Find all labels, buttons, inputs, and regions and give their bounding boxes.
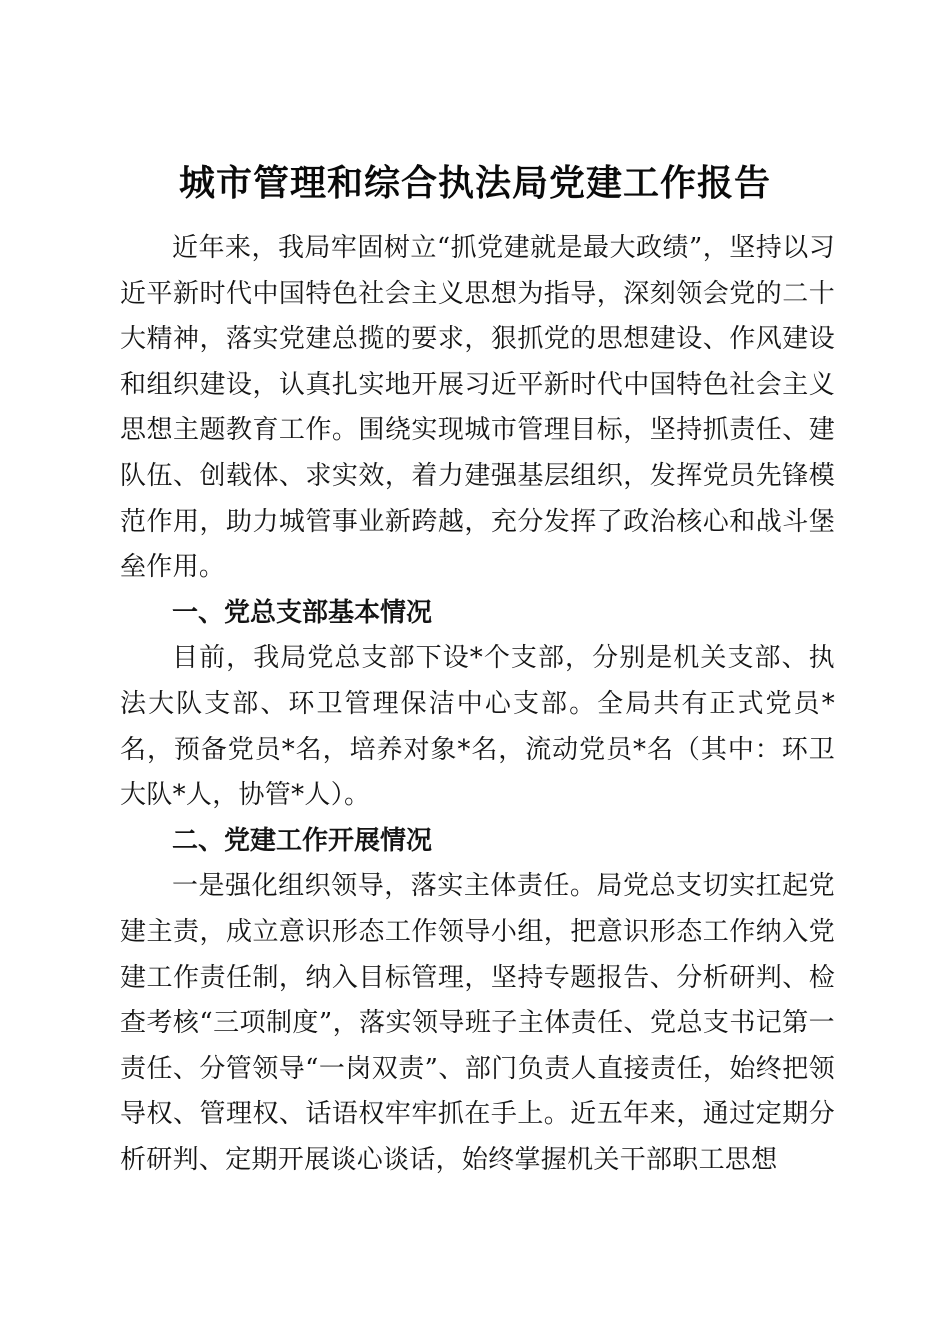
intro-paragraph: 近年来，我局牢固树立“抓党建就是最大政绩”，坚持以习近平新时代中国特色社会主义思想为指导，深刻领会党的二十大精神，落实党建总揽的要求，狠抓党的思想建设、作风建设和组织建设，认真扎实地开展习近平新时代中国特色社会主义思想主题教育工作。围绕实现城市管理目标，坚持抓责任、建队伍、创载体、求实效，着力建强基层组织，发挥党员先锋模范作用，助力城管事业新跨越，充分发挥了政治核心和战斗堡垒作用。 [120, 233, 835, 583]
document-body [120, 226, 835, 1183]
section-1-heading: 一、党总支部基本情况 [172, 597, 433, 628]
section-1-paragraph: 目前，我局党总支部下设*个支部，分别是机关支部、执法大队支部、环卫管理保洁中心支部。全局共有正式党员*名，预备党员*名，培养对象*名，流动党员*名（其中：环卫大队*人，协管*人）。 [120, 643, 835, 811]
section-2-paragraph: 一是强化组织领导，落实主体责任。局党总支切实扛起党建主责，成立意识形态工作领导小组，把意识形态工作纳入党建工作责任制，纳入目标管理，坚持专题报告、分析研判、检查考核“三项制度”，落实领导班子主体责任、党总支书记第一责任、分管领导“一岗双责”、部门负责人直接责任，始终把领导权、管理权、话语权牢牢抓在手上。近五年来，通过定期分析研判、定期开展谈心谈话，始终掌握机关干部职工思想 [120, 871, 835, 1175]
document-title: 城市管理和综合执法局党建工作报告 [178, 162, 771, 205]
section-2-heading: 二、党建工作开展情况 [172, 825, 433, 856]
